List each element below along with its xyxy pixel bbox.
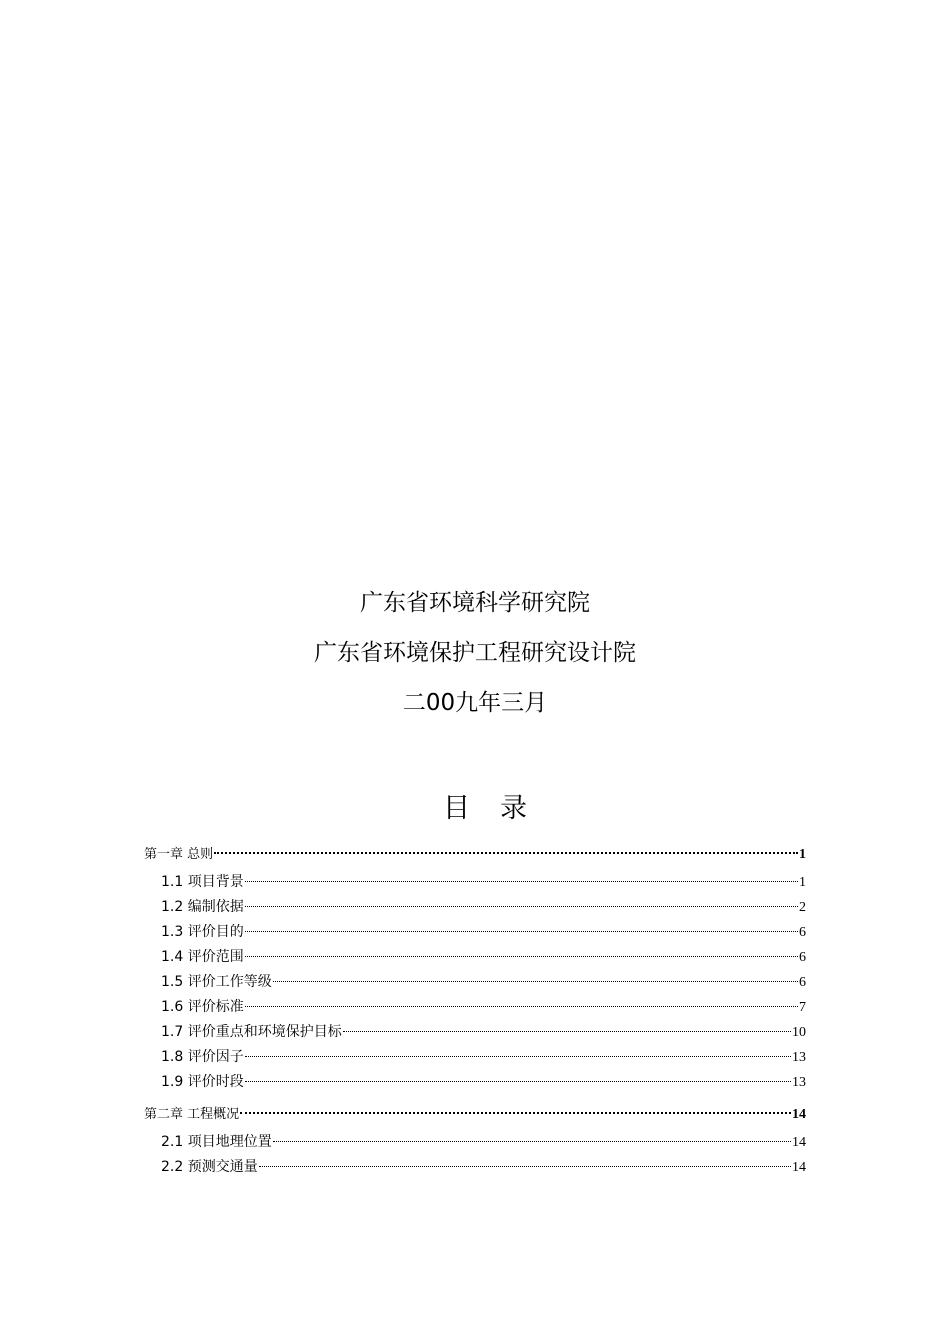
toc-entry-label: 1.5 评价工作等级 xyxy=(161,974,272,990)
toc-entry-page: 6 xyxy=(799,950,806,965)
org-name-1: 广东省环境科学研究院 xyxy=(360,590,590,616)
toc-entry-page: 7 xyxy=(799,1000,806,1015)
toc-title-char: 录 xyxy=(500,793,557,824)
toc-leader xyxy=(273,981,798,982)
toc-entry-1-3[interactable] xyxy=(144,920,806,945)
toc-entry-label: 2.1 项目地理位置 xyxy=(161,1134,272,1150)
toc-entry-label: 1.2 编制依据 xyxy=(161,899,244,915)
toc-entry-page: 6 xyxy=(799,975,806,990)
toc-entry-label: 1.8 评价因子 xyxy=(161,1049,244,1065)
toc-entry-chapter-2[interactable] xyxy=(144,1100,806,1130)
toc-leader xyxy=(214,852,798,854)
toc-entry-page: 13 xyxy=(792,1075,806,1090)
toc-leader xyxy=(343,1031,791,1032)
toc-entry-1-6[interactable] xyxy=(144,995,806,1020)
toc-entry-1-9[interactable] xyxy=(144,1070,806,1095)
org-name-2: 广东省环境保护工程研究设计院 xyxy=(314,640,636,666)
toc-entry-label: 1.7 评价重点和环境保护目标 xyxy=(161,1024,342,1040)
cover-org-block xyxy=(0,578,950,728)
toc-entry-label: 1.3 评价目的 xyxy=(161,924,244,940)
toc-entry-label: 1.4 评价范围 xyxy=(161,949,244,965)
toc-entry-1-5[interactable] xyxy=(144,970,806,995)
toc-entry-2-1[interactable] xyxy=(144,1130,806,1155)
toc-entry-page: 13 xyxy=(792,1050,806,1065)
toc-entry-page: 2 xyxy=(799,900,806,915)
toc-entry-page: 10 xyxy=(792,1025,806,1040)
toc-entry-page: 14 xyxy=(792,1107,806,1122)
toc-leader xyxy=(245,931,798,932)
toc-entry-page: 1 xyxy=(799,875,806,890)
toc-entry-page: 14 xyxy=(792,1160,806,1175)
toc-entry-label: 第一章 总则 xyxy=(144,847,214,862)
toc-entry-label: 1.9 评价时段 xyxy=(161,1074,244,1090)
toc-leader xyxy=(245,1056,791,1057)
toc-leader xyxy=(245,881,798,882)
toc-leader xyxy=(273,1141,791,1142)
toc-entry-page: 14 xyxy=(792,1135,806,1150)
toc-leader xyxy=(240,1112,791,1114)
toc-leader xyxy=(245,1006,798,1007)
toc-entry-1-7[interactable] xyxy=(144,1020,806,1045)
table-of-contents xyxy=(144,840,806,1180)
toc-entry-label: 1.1 项目背景 xyxy=(161,874,244,890)
toc-entry-2-2[interactable] xyxy=(144,1155,806,1180)
toc-entry-label: 1.6 评价标准 xyxy=(161,999,244,1015)
toc-entry-1-4[interactable] xyxy=(144,945,806,970)
toc-entry-label: 2.2 预测交通量 xyxy=(161,1159,258,1175)
toc-title xyxy=(0,786,950,825)
report-date: 二00九年三月 xyxy=(402,690,548,716)
toc-entry-1-8[interactable] xyxy=(144,1045,806,1070)
toc-entry-1-2[interactable] xyxy=(144,895,806,920)
toc-title-char: 目 xyxy=(443,793,500,824)
toc-entry-1-1[interactable] xyxy=(144,870,806,895)
toc-entry-chapter-1[interactable] xyxy=(144,840,806,870)
toc-entry-page: 6 xyxy=(799,925,806,940)
toc-leader xyxy=(245,1081,791,1082)
toc-leader xyxy=(245,906,798,907)
toc-entry-label: 第二章 工程概况 xyxy=(144,1107,240,1122)
toc-leader xyxy=(245,956,798,957)
toc-leader xyxy=(259,1166,791,1167)
toc-entry-page: 1 xyxy=(799,847,806,862)
